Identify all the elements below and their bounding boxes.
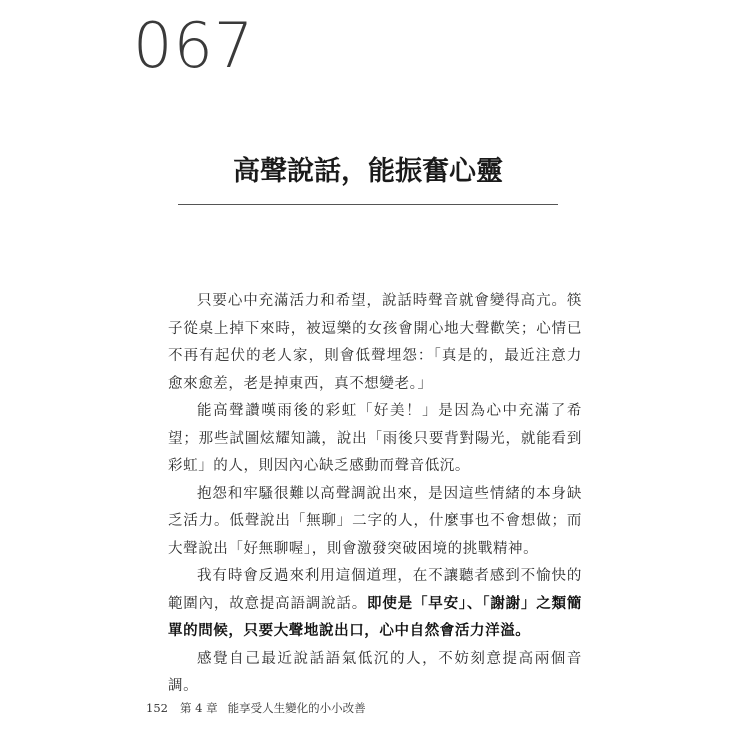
paragraph-4: 我有時會反過來利用這個道理，在不讓聽者感到不愉快的範圍內，故意提高語調說話。即使是「早安」、「謝謝」之類簡單的問候，只要大聲地說出口，心中自然會活力洋溢。 (168, 568, 582, 639)
footer-chapter: 第 4 章 (180, 701, 218, 715)
article-body (168, 288, 582, 701)
article-title: 高聲說話，能振奮心靈 (233, 156, 503, 187)
paragraph-1: 只要心中充滿活力和希望，說話時聲音就會變得高亢。筷子從桌上掉下來時，被逗樂的女孩會開心地大聲歡笑；心情已不再有起伏的老人家，則會低聲埋怨：「真是的，最近注意力愈來愈差，老是掉東西，真不想變老。」 (168, 293, 582, 392)
page-number: 152 (146, 701, 168, 715)
title-divider (178, 204, 558, 205)
page-footer (146, 699, 366, 717)
chapter-number: 067 (133, 9, 255, 82)
paragraph-3: 抱怨和牢騷很難以高聲調說出來，是因這些情緒的本身缺乏活力。低聲說出「無聊」二字的人，什麼事也不會想做；而大聲說出「好無聊喔」，則會激發突破困境的挑戰精神。 (168, 485, 582, 557)
paragraph-5: 感覺自己最近說話語氣低沉的人，不妨刻意提高兩個音調。 (168, 650, 582, 694)
paragraph-2: 能高聲讚嘆雨後的彩虹「好美！」是因為心中充滿了希望；那些試圖炫耀知識，說出「雨後只要背對陽光，就能看到彩虹」的人，則因內心缺乏感動而聲音低沉。 (168, 403, 582, 474)
paragraph-4-emphasis: 即使是「早安」、「謝謝」之類簡單的問候，只要大聲地說出口，心中自然會活力洋溢。 (168, 595, 582, 639)
footer-chapter-title: 能享受人生變化的小小改善 (227, 701, 366, 715)
